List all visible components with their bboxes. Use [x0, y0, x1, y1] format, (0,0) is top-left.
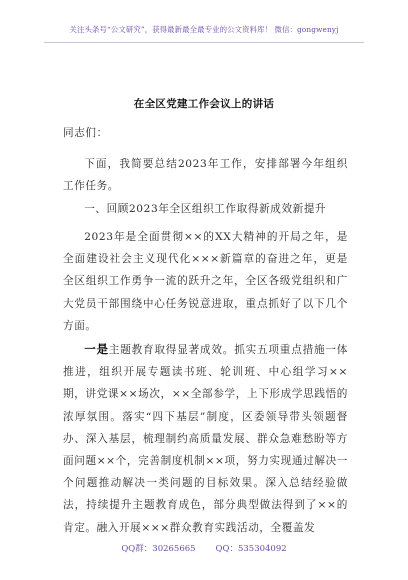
promo-banner: 关注头条号“公文研究”，获得最新最全最专业的公文资料库！ 微信：gongwenyj	[69, 25, 339, 34]
footer-qq: QQ：535304092	[215, 544, 287, 554]
section-paragraph: 2023年是全面贯彻××的XX大精神的开局之年，是全面建设社会主义现代化×××新篇章的奋进之年，更是全区组织工作勇争一流的跃升之年，全区各级党组织和广大党员干部围绕中心任务锐意进取，重点抓好了以下几个方面。	[63, 231, 348, 332]
document-title: 在全区党建工作会议上的讲话	[133, 98, 275, 110]
section-heading: 一、回顾2023年全区组织工作取得新成效新提升	[84, 203, 327, 215]
header-divider	[44, 42, 364, 43]
item-text: 主题教育取得显著成效。抓实五项重点措施一体推进，组织开展专题读书班、轮训班、中心组学习××期，讲党课××场次，××全部参学，上下形成学思践悟的浓厚氛围。落实“四下基层”制度，区委领导带头领题督办、深入基层，梳理制约高质量发展、群众急难愁盼等方面问题××个，完善制度机制××项，努力实现通过解决一个问题推动解决一类问题的目标效果。深入总结经验做法，持续提升主题教育成色，部分典型做法得到了××的肯定。融入开展×××群众教育实践活动，全覆盖发	[63, 344, 348, 534]
footer-contacts	[0, 542, 408, 554]
salutation: 同志们：	[63, 127, 108, 139]
item-paragraph	[63, 338, 348, 539]
item-lead: 一是	[84, 342, 109, 356]
intro-paragraph: 下面，我简要总结2023年工作，安排部署今年组织工作任务。	[63, 158, 348, 193]
footer-qq-group: QQ群：30265665	[121, 544, 196, 554]
